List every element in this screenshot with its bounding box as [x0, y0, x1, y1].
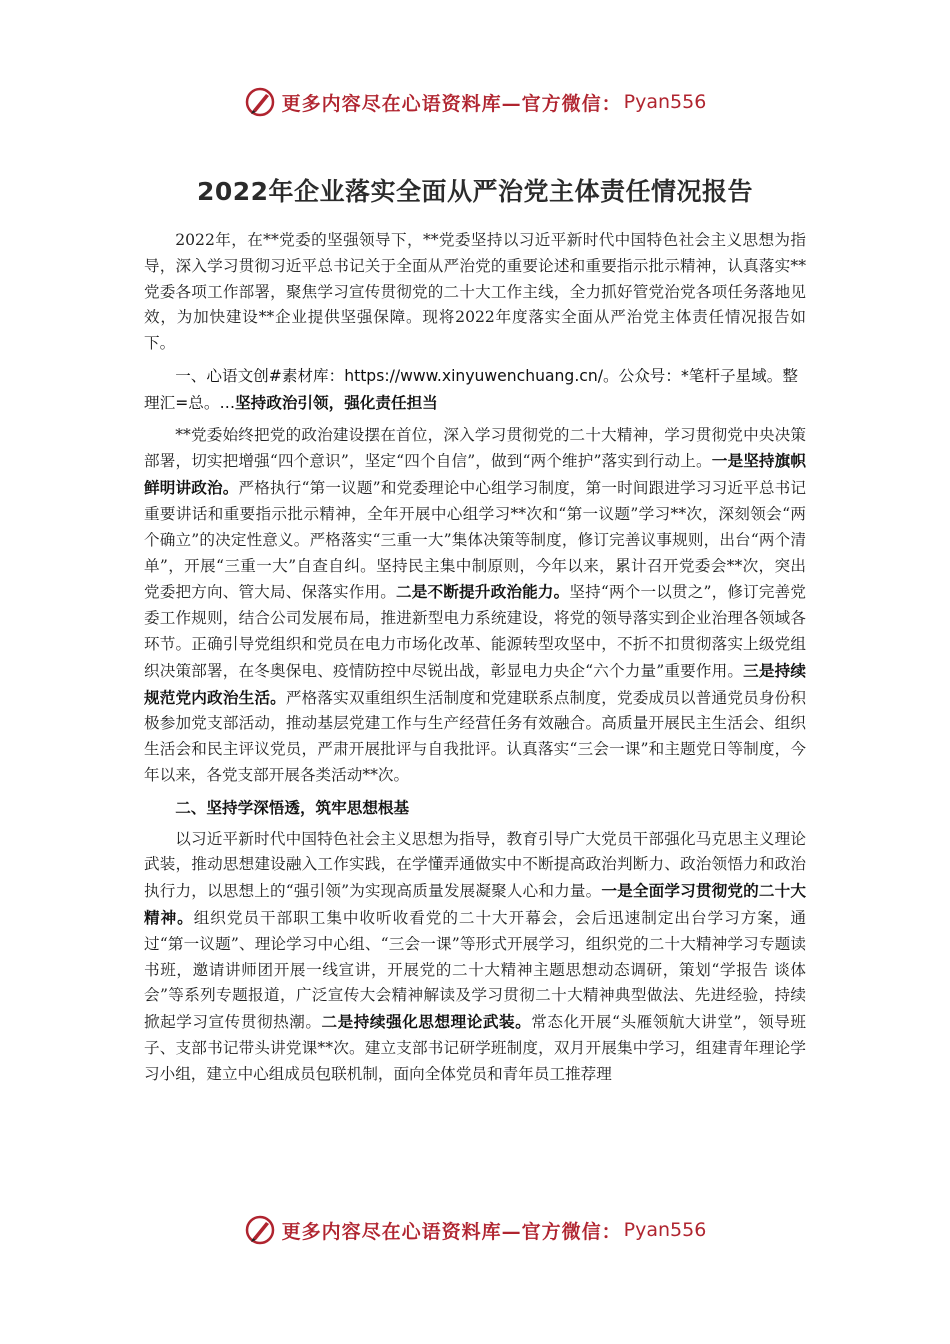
section-2-paragraph: [144, 827, 806, 1088]
section-1-heading: [144, 363, 806, 417]
s2-text-3: 常态化开展“头雁领航大讲堂”，领导班子、支部书记带头讲党课**次。建立支部书记研学班制度，双月开展集中学习，组建青年理论学习小组，建立中心组成员包联机制，面向全体党员和青年员工推荐理: [144, 1013, 806, 1083]
section-1-heading-title: 坚持政治引领，强化责任担当: [235, 392, 438, 412]
pen-circle-logo-icon: [244, 86, 276, 118]
banner-wechat-id: Pyan556: [623, 91, 707, 113]
footer-banner-text: 更多内容尽在心语资料库—官方微信：: [281, 1220, 622, 1243]
s2-text-1: 以习近平新时代中国特色社会主义思想为指导，教育引导广大党员干部强化马克思主义理论武装，推动思想建设融入工作实践，在学懂弄通做实中不断提高政治判断力、政治领悟力和政治执行力，以思想上的“强引领”为实现高质量发展凝聚人心和力量。: [144, 829, 806, 901]
document-body: [144, 228, 806, 1094]
intro-paragraph: 2022年，在**党委的坚强领导下，**党委坚持以习近平新时代中国特色社会主义思想为指导，深入学习贯彻习近平总书记关于全面从严治党的重要论述和重要指示批示精神，认真落实**党委各项工作部署，聚焦学习宣传贯彻党的二十大工作主线，全力抓好管党治党各项任务落地见效，为加快建设**企业提供坚强保障。现将2022年度落实全面从严治党主体责任情况报告如下。: [144, 231, 806, 353]
s2-bold-1: 一是全面学习贯彻党的二十大精神。: [144, 881, 806, 927]
s1-bold-3: 三是持续规范党内政治生活。: [144, 660, 806, 707]
pen-circle-logo-icon: [244, 1214, 276, 1246]
header-banner: [0, 82, 950, 122]
section-1-heading-prefix: 一、心语文创#素材库：https://www.xinyuwenchuang.cn/。公众号：*笔杆子星域。整理汇=总。…: [144, 366, 798, 412]
s1-bold-2: 二是不断提升政治能力。: [396, 582, 570, 602]
document-title: 2022年企业落实全面从严治党主体责任情况报告: [196, 177, 754, 206]
s1-bold-1: 一是坚持旗帜鲜明讲政治。: [144, 451, 806, 498]
s1-text-2: 严格执行“第一议题”和党委理论中心组学习制度，第一时间跟进学习习近平总书记重要讲话和重要指示批示精神，全年开展中心组学习**次和“第一议题”学习**次，深刻领会“两个确立”的决定性意义。严格落实“三重一大”集体决策等制度，修订完善议事规则，出台“两个清单”，开展“三重一大”自查自纠。坚持民主集中制原则，今年以来，累计召开党委会**次，突出党委把方向、管大局、保落实作用。: [144, 479, 806, 602]
footer-banner-wechat-id: Pyan556: [623, 1219, 707, 1241]
footer-banner: [0, 1210, 950, 1250]
banner-text: 更多内容尽在心语资料库—官方微信：: [281, 92, 622, 115]
s2-text-2: 组织党员干部职工集中收听收看党的二十大开幕会，会后迅速制定出台学习方案，通过“第一议题”、理论学习中心组、“三会一课”等形式开展学习，组织党的二十大精神学习专题读书班，邀请讲师团开展一线宣讲，开展党的二十大精神主题思想动态调研，策划“学报告 谈体会”等系列专题报道，广泛宣传大会精神解读及学习贯彻二十大精神典型做法、先进经验，持续掀起学习宣传贯彻热潮。: [144, 908, 806, 1032]
s1-text-1: **党委始终把党的政治建设摆在首位，深入学习贯彻党的二十大精神，学习贯彻党中央决策部署，切实把增强“四个意识”，坚定“四个自信”，做到“两个维护”落实到行动上。: [144, 425, 806, 471]
s1-text-4: 严格落实双重组织生活制度和党建联系点制度，党委成员以普通党员身份积极参加党支部活动，推动基层党建工作与生产经营任务有效融合。高质量开展民主生活会、组织生活会和民主评议党员，严肃开展批评与自我批评。认真落实“三会一课”和主题党日等制度，今年以来，各党支部开展各类活动**次。: [144, 688, 806, 784]
section-1-paragraph: [144, 423, 806, 789]
section-2-heading: 二、坚持学深悟透，筑牢思想根基: [175, 797, 410, 817]
s1-text-3: 坚持“两个一以贯之”，修订完善党委工作规则，结合公司发展布局，推进新型电力系统建设，将党的领导落实到企业治理各领域各环节。正确引导党组织和党员在电力市场化改革、能源转型攻坚中，不折不扣贯彻落实上级党组织决策部署，在冬奥保电、疫情防控中尽锐出战，彰显电力央企“六个力量”重要作用。: [144, 583, 806, 680]
s2-bold-2: 二是持续强化思想理论武装。: [321, 1012, 532, 1032]
